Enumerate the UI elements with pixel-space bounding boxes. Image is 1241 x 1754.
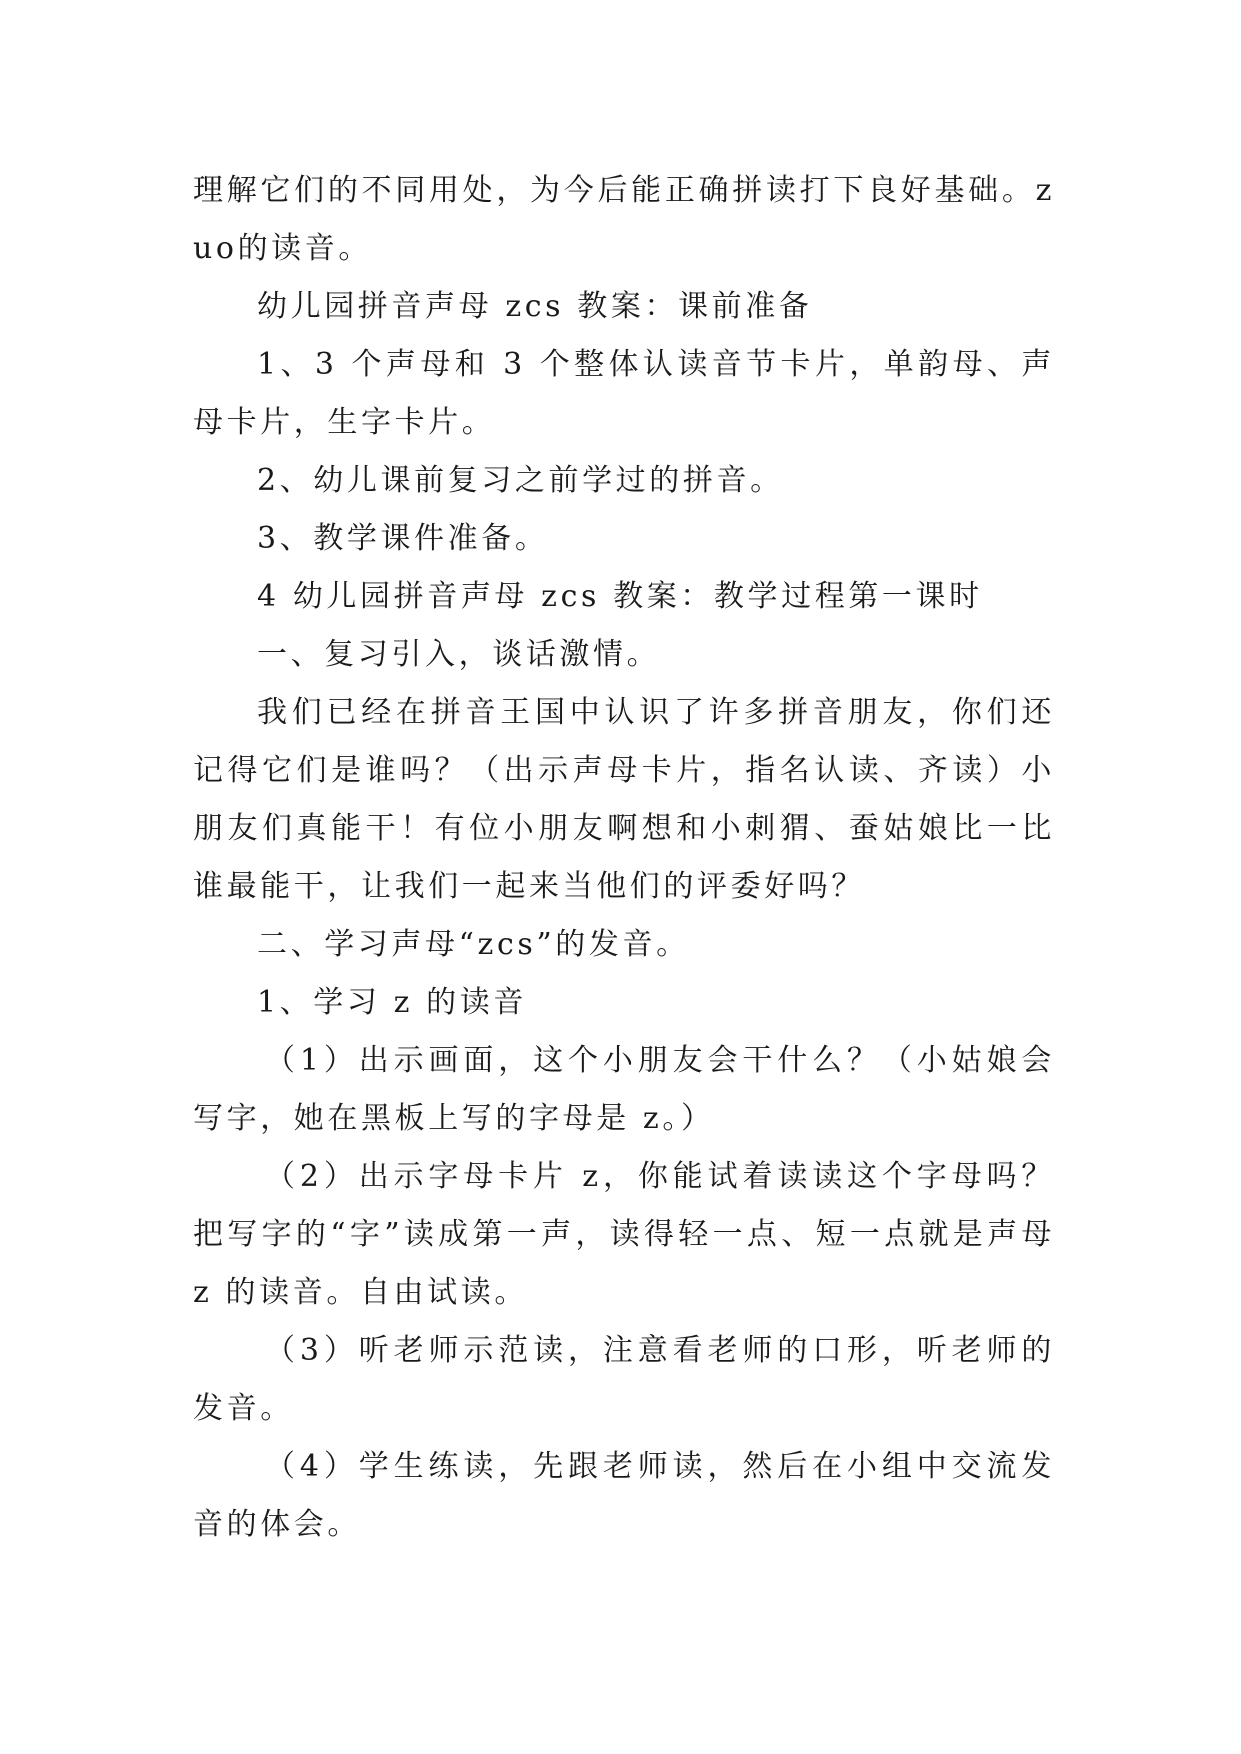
sub-step-4: （4）学生练读，先跟老师读，然后在小组中交流发音的体会。: [193, 1449, 1055, 1542]
sub-step-3: （3）听老师示范读，注意看老师的口形，听老师的发音。: [193, 1333, 1055, 1426]
step-heading-review: 一、复习引入，谈话激情。: [257, 637, 661, 672]
sub-step-1: （1）出示画面，这个小朋友会干什么？（小姑娘会写字，她在黑板上写的字母是 z。）: [193, 1043, 1055, 1136]
step-heading-pronunciation: 二、学习声母“zcs”的发音。: [257, 927, 690, 962]
document-body: [193, 162, 1055, 1554]
paragraph-review: 我们已经在拼音王国中认识了许多拼音朋友，你们还记得它们是谁吗？（出示声母卡片，指名认读、齐读）小朋友们真能干！有位小朋友啊想和小刺猬、蚕姑娘比一比谁最能干，让我们一起来当他们的评委好吗？: [193, 695, 1055, 904]
list-item-2: 2、幼儿课前复习之前学过的拼音。: [257, 463, 784, 498]
list-item-1: 1、3 个声母和 3 个整体认读音节卡片，单韵母、声母卡片，生字卡片。: [193, 347, 1055, 440]
sub-heading-z: 1、学习 z 的读音: [257, 985, 527, 1020]
paragraph-continuation: 理解它们的不同用处，为今后能正确拼读打下良好基础。zuo的读音。: [193, 173, 1055, 266]
sub-step-2: （2）出示字母卡片 z，你能试着读读这个字母吗？把写字的“字”读成第一声，读得轻一点、短一点就是声母 z 的读音。自由试读。: [193, 1159, 1055, 1310]
list-item-3: 3、教学课件准备。: [257, 521, 549, 556]
section-heading-preparation: 幼儿园拼音声母 zcs 教案：课前准备: [257, 289, 813, 324]
section-heading-process: 4 幼儿园拼音声母 zcs 教案：教学过程第一课时: [257, 579, 983, 614]
